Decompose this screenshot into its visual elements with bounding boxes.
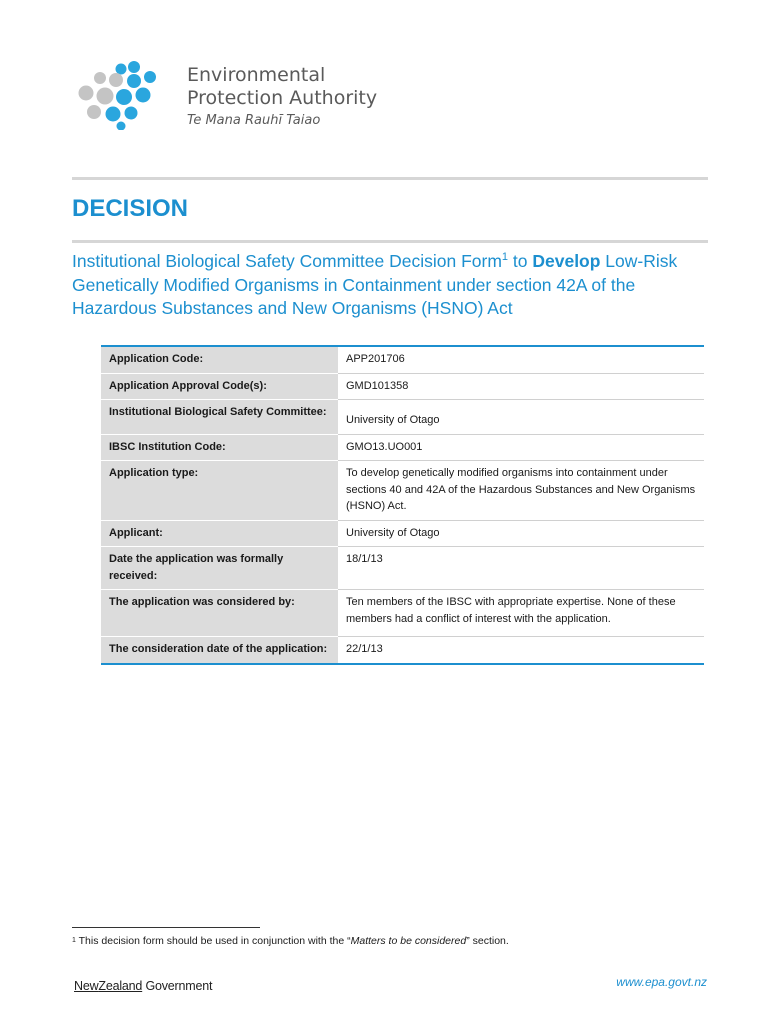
table-row <box>101 461 704 521</box>
footnote <box>72 934 509 948</box>
row-value: To develop genetically modified organisms into containment under sections 40 and 42A of the Hazardous Substances and New Organisms (HSNO) Act. <box>338 461 704 521</box>
row-label: Application type: <box>101 461 338 521</box>
footnote-text-after: ” section. <box>466 935 509 947</box>
row-label: The consideration date of the application: <box>101 637 338 664</box>
row-label: IBSC Institution Code: <box>101 434 338 461</box>
table-row <box>101 590 704 637</box>
org-name-maori: Te Mana Rauhī Taiao <box>187 113 321 128</box>
row-value: Ten members of the IBSC with appropriate expertise. None of these members had a conflict of interest with the application. <box>338 590 704 637</box>
row-value: University of Otago <box>338 520 704 547</box>
title-part2: to <box>508 251 533 271</box>
row-label: Institutional Biological Safety Committee: <box>101 400 338 435</box>
nzgov-part1: New <box>74 979 99 993</box>
footnote-text-before: This decision form should be used in conjunction with the “ <box>75 935 351 947</box>
heading-divider <box>72 240 708 243</box>
header-divider <box>72 177 708 180</box>
title-emphasis: Develop <box>532 251 601 271</box>
title-part1: Institutional Biological Safety Committee Decision Form <box>72 251 502 271</box>
org-name-line2: Protection Authority <box>187 87 378 109</box>
row-label: Date the application was formally received: <box>101 547 338 590</box>
footnote-divider <box>72 927 260 928</box>
title-part3: Low-Risk Genetically Modified Organisms in Containment under section 42A of the Hazardous Substances and New Organisms (HSNO) Act <box>72 251 678 318</box>
row-value: 22/1/13 <box>346 643 383 655</box>
table-row <box>101 434 704 461</box>
table-row <box>101 346 704 373</box>
row-label: The application was considered by: <box>101 590 338 637</box>
table-row <box>101 547 704 590</box>
epa-logo <box>72 58 412 130</box>
nzgov-part3: Government <box>142 979 213 993</box>
row-value: GMD101358 <box>338 373 704 400</box>
table-row <box>101 400 704 435</box>
decision-heading: DECISION <box>72 195 189 222</box>
nzgov-part2: Zealand <box>98 979 143 993</box>
row-value: GMO13.UO001 <box>338 434 704 461</box>
row-label: Applicant: <box>101 520 338 547</box>
footnote-number: 1 <box>72 937 76 944</box>
nz-government-logo <box>74 979 212 993</box>
row-value: University of Otago <box>338 400 704 435</box>
row-label: Application Approval Code(s): <box>101 373 338 400</box>
footnote-emphasis: Matters to be considered <box>350 935 467 947</box>
application-details-table <box>101 345 704 665</box>
table-row <box>101 373 704 400</box>
table-row <box>101 520 704 547</box>
row-label: Application Code: <box>101 346 338 373</box>
table-row <box>101 637 704 664</box>
row-value: 18/1/13 <box>338 547 704 590</box>
title-footnote-ref[interactable]: 1 <box>501 251 509 264</box>
website-link[interactable]: www.epa.govt.nz <box>616 975 707 989</box>
epa-dots-icon <box>72 60 182 130</box>
row-value: APP201706 <box>338 346 704 373</box>
logo-text <box>187 64 377 131</box>
document-title <box>72 250 712 321</box>
org-name-line1: Environmental <box>187 64 326 86</box>
